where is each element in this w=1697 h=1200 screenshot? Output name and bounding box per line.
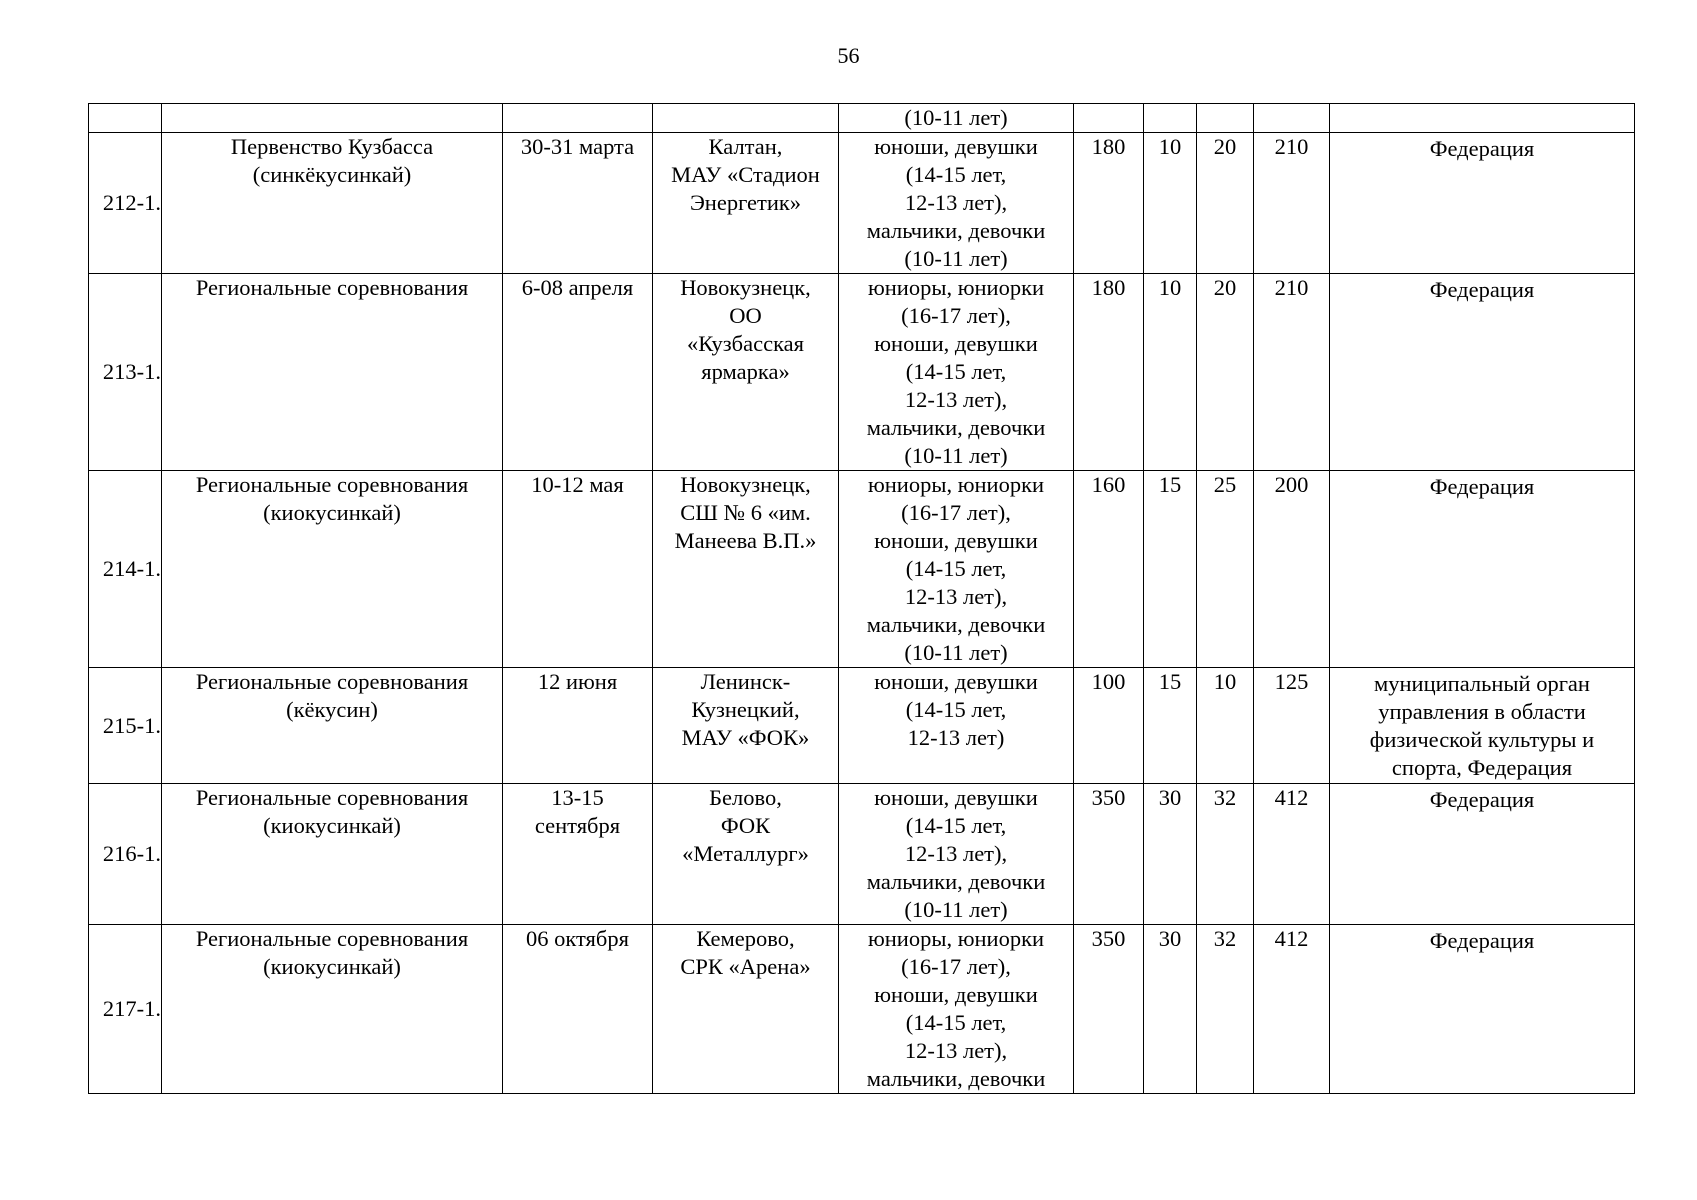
event-dates	[503, 925, 653, 1094]
judges-cell	[1197, 104, 1254, 133]
age-group-line: 12-13 лет),	[904, 387, 1008, 412]
row-number: 214-1.	[89, 471, 162, 668]
events-table	[88, 103, 1635, 1094]
event-name-line: Региональные соревнования	[195, 275, 469, 300]
event-dates-line: 06 октября	[526, 926, 629, 951]
age-group-line: 12-13 лет),	[904, 190, 1008, 215]
organizer	[1330, 925, 1635, 1094]
event-name-line: (синкёкусинкай)	[252, 162, 412, 187]
age-group-line: юноши, девушки	[874, 134, 1038, 159]
age-group-line: (14-15 лет,	[905, 1010, 1007, 1035]
coaches-count: 15	[1144, 668, 1197, 784]
age-groups	[839, 925, 1074, 1094]
event-name	[162, 925, 503, 1094]
row-number: 215-1.	[89, 668, 162, 784]
age-group-line: мальчики, девочки	[866, 612, 1046, 637]
row-number: 213-1.	[89, 274, 162, 471]
organizer-line: Федерация	[1429, 787, 1535, 812]
event-place	[653, 784, 839, 925]
participants-cell	[1074, 104, 1144, 133]
event-place-line: ОО	[729, 303, 762, 328]
organizer	[1330, 274, 1635, 471]
table-row	[89, 133, 1635, 274]
event-name	[162, 133, 503, 274]
event-dates-line: 10-12 мая	[531, 472, 624, 497]
organizer-line: муниципальный орган	[1374, 671, 1590, 696]
participants-count: 350	[1074, 925, 1144, 1094]
participants-count: 180	[1074, 274, 1144, 471]
age-group-line: юноши, девушки	[874, 331, 1038, 356]
event-place-line: Новокузнецк,	[680, 275, 811, 300]
page-number: 56	[837, 43, 860, 68]
total-count: 125	[1254, 668, 1330, 784]
event-place-line: МАУ «Стадион	[671, 162, 820, 187]
judges-count: 10	[1197, 668, 1254, 784]
organizer-line: Федерация	[1429, 928, 1535, 953]
age-group-line: юноши, девушки	[874, 528, 1038, 553]
participants-count: 160	[1074, 471, 1144, 668]
age-group-line: юноши, девушки	[874, 669, 1038, 694]
event-name-line: (кёкусин)	[286, 697, 378, 722]
age-group-line: юниоры, юниорки	[867, 926, 1045, 951]
participants-count: 100	[1074, 668, 1144, 784]
event-place-line: Калтан,	[708, 134, 783, 159]
event-place-line: Кемерово,	[696, 926, 795, 951]
event-place	[653, 133, 839, 274]
age-group-line: юноши, девушки	[874, 982, 1038, 1007]
organizer-line: Федерация	[1429, 136, 1535, 161]
coaches-count: 30	[1144, 784, 1197, 925]
organizer-line: спорта, Федерация	[1391, 755, 1573, 780]
age-groups	[839, 668, 1074, 784]
event-place	[653, 668, 839, 784]
event-dates-line: 6-08 апреля	[521, 275, 634, 300]
event-name-line: (киокусинкай)	[263, 954, 401, 979]
age-group-line: (10-11 лет)	[904, 246, 1008, 271]
age-group-line: (14-15 лет,	[905, 162, 1007, 187]
total-cell	[1254, 104, 1330, 133]
event-name-line: Региональные соревнования	[195, 472, 469, 497]
age-group-line: (16-17 лет),	[901, 500, 1011, 525]
table-row	[89, 274, 1635, 471]
coaches-count: 30	[1144, 925, 1197, 1094]
event-dates	[503, 668, 653, 784]
event-name	[162, 784, 503, 925]
event-place	[653, 471, 839, 668]
organizer-line: физической культуры и	[1369, 727, 1595, 752]
table-row-continuation	[89, 104, 1635, 133]
organizer	[1330, 133, 1635, 274]
coaches-count: 15	[1144, 471, 1197, 668]
coaches-count: 10	[1144, 133, 1197, 274]
event-place-line: МАУ «ФОК»	[681, 725, 810, 750]
total-count: 412	[1254, 925, 1330, 1094]
age-group-line: (14-15 лет,	[905, 359, 1007, 384]
coaches-cell	[1144, 104, 1197, 133]
event-place-line: «Кузбасская	[686, 331, 805, 356]
event-place-line: ФОК	[720, 813, 771, 838]
event-place-line: СШ № 6 «им.	[680, 500, 811, 525]
age-group-line: 12-13 лет)	[907, 725, 1005, 750]
participants-count: 180	[1074, 133, 1144, 274]
event-place-line: Новокузнецк,	[680, 472, 811, 497]
event-name	[162, 668, 503, 784]
age-group-line: мальчики, девочки	[866, 869, 1046, 894]
judges-count: 20	[1197, 274, 1254, 471]
organizer-line: управления в области	[1378, 699, 1586, 724]
event-place-line: Манеева В.П.»	[674, 528, 817, 553]
event-place-line: Белово,	[709, 785, 782, 810]
judges-count: 25	[1197, 471, 1254, 668]
judges-count: 32	[1197, 784, 1254, 925]
age-group-line: 12-13 лет),	[904, 841, 1008, 866]
organizer	[1330, 471, 1635, 668]
event-dates	[503, 784, 653, 925]
age-group-line: 12-13 лет),	[904, 584, 1008, 609]
age-groups	[839, 471, 1074, 668]
event-name-line: (киокусинкай)	[263, 500, 401, 525]
organizer	[1330, 668, 1635, 784]
event-place	[653, 274, 839, 471]
age-groups	[839, 133, 1074, 274]
age-group-line: (16-17 лет),	[901, 954, 1011, 979]
organizer-cell	[1330, 104, 1635, 133]
participants-count: 350	[1074, 784, 1144, 925]
age-groups-cell	[839, 104, 1074, 133]
age-group-line: 12-13 лет),	[904, 1038, 1008, 1063]
row-number: 217-1.	[89, 925, 162, 1094]
age-group-line: (10-11 лет)	[904, 897, 1008, 922]
event-place-line: Кузнецкий,	[691, 697, 800, 722]
judges-count: 32	[1197, 925, 1254, 1094]
dates-cell	[503, 104, 653, 133]
age-group-line: мальчики, девочки	[866, 1066, 1046, 1091]
event-dates-line: 12 июня	[537, 669, 618, 694]
total-count: 412	[1254, 784, 1330, 925]
event-name-line: Региональные соревнования	[195, 926, 469, 951]
age-group-line: (14-15 лет,	[905, 556, 1007, 581]
age-groups	[839, 274, 1074, 471]
total-count: 200	[1254, 471, 1330, 668]
event-place	[653, 925, 839, 1094]
age-group-line: юниоры, юниорки	[867, 275, 1045, 300]
age-group-line: (10-11 лет)	[904, 640, 1008, 665]
event-name-line: Региональные соревнования	[195, 669, 469, 694]
place-cell	[653, 104, 839, 133]
organizer	[1330, 784, 1635, 925]
name-cell	[162, 104, 503, 133]
event-name-line: (киокусинкай)	[263, 813, 401, 838]
num-cell	[89, 104, 162, 133]
event-dates	[503, 471, 653, 668]
table-row	[89, 784, 1635, 925]
total-count: 210	[1254, 274, 1330, 471]
age-group-line: мальчики, девочки	[866, 415, 1046, 440]
table-row	[89, 668, 1635, 784]
coaches-count: 10	[1144, 274, 1197, 471]
event-place-line: СРК «Арена»	[680, 954, 811, 979]
age-group-line: (10-11 лет)	[904, 105, 1008, 130]
table-row	[89, 471, 1635, 668]
age-group-line: (10-11 лет)	[904, 443, 1008, 468]
age-group-line: юноши, девушки	[874, 785, 1038, 810]
organizer-line: Федерация	[1429, 277, 1535, 302]
age-group-line: юниоры, юниорки	[867, 472, 1045, 497]
event-dates	[503, 274, 653, 471]
event-dates-line: 13-15	[551, 785, 604, 810]
age-group-line: (16-17 лет),	[901, 303, 1011, 328]
judges-count: 20	[1197, 133, 1254, 274]
event-name-line: Первенство Кузбасса	[230, 134, 434, 159]
event-place-line: Энергетик»	[689, 190, 802, 215]
row-number: 216-1.	[89, 784, 162, 925]
event-dates-line: сентября	[534, 813, 621, 838]
age-group-line: (14-15 лет,	[905, 813, 1007, 838]
event-place-line: ярмарка»	[701, 359, 790, 384]
age-group-line: (14-15 лет,	[905, 697, 1007, 722]
row-number: 212-1.	[89, 133, 162, 274]
age-groups	[839, 784, 1074, 925]
event-dates-line: 30-31 марта	[520, 134, 635, 159]
event-place-line: «Металлург»	[682, 841, 809, 866]
event-name-line: Региональные соревнования	[195, 785, 469, 810]
event-dates	[503, 133, 653, 274]
event-place-line: Ленинск-	[700, 669, 791, 694]
event-name	[162, 471, 503, 668]
organizer-line: Федерация	[1429, 474, 1535, 499]
table-row	[89, 925, 1635, 1094]
age-group-line: мальчики, девочки	[866, 218, 1046, 243]
total-count: 210	[1254, 133, 1330, 274]
event-name	[162, 274, 503, 471]
